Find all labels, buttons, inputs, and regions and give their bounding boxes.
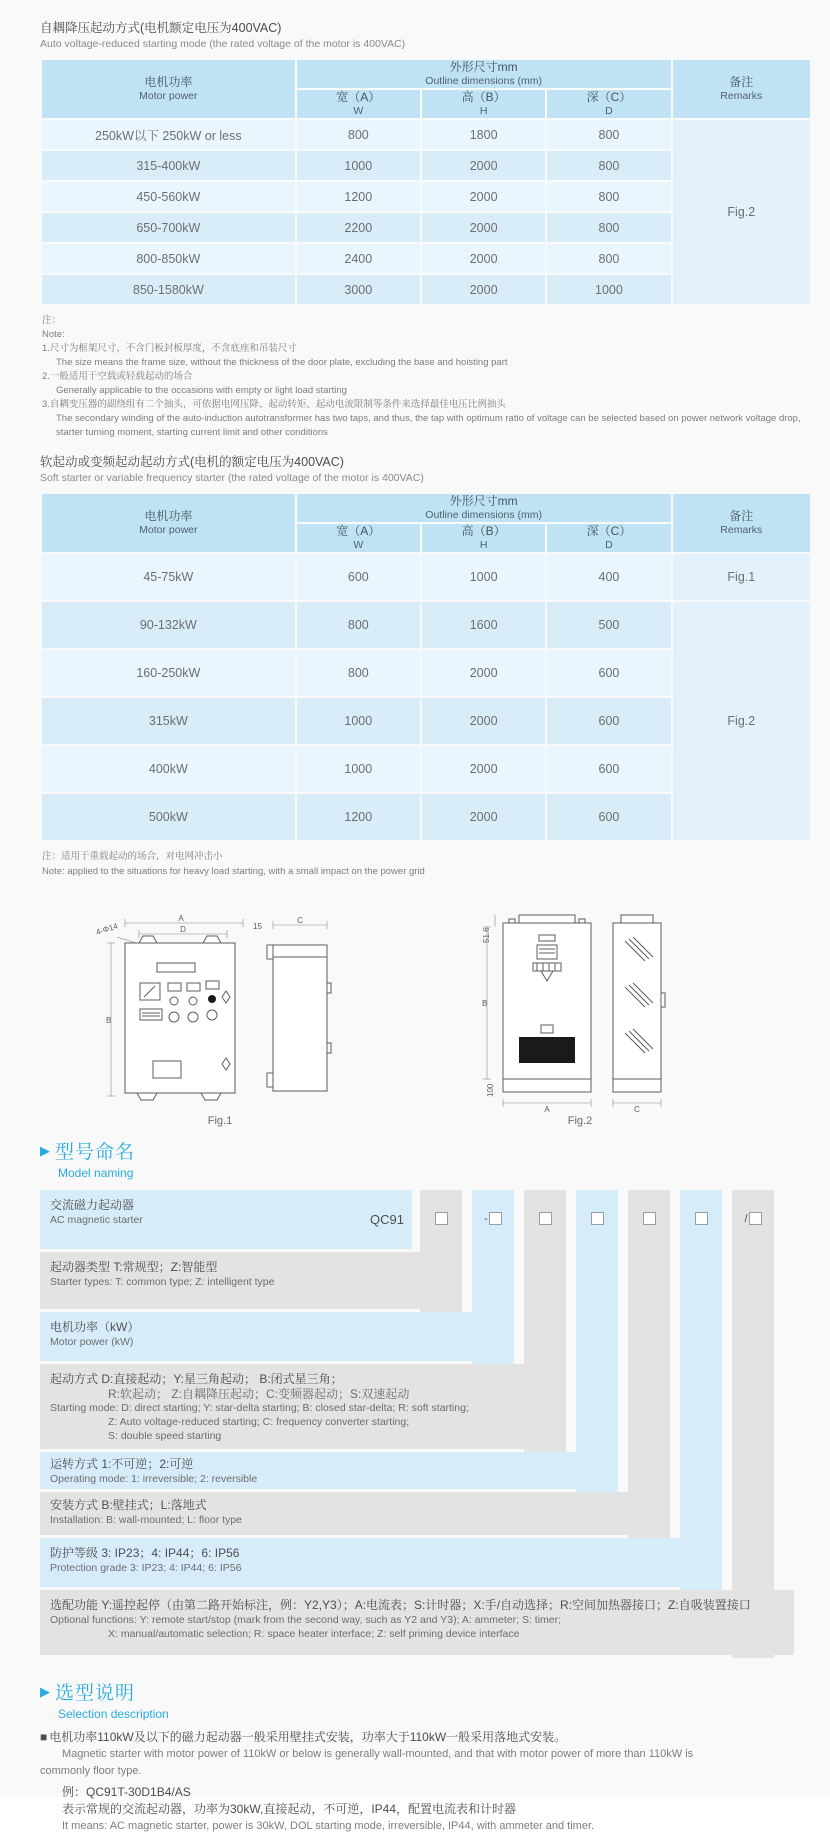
- code-box-square: [539, 1212, 552, 1225]
- header-depth: 深（C） D: [547, 90, 670, 118]
- ladder-row-starter-type: [40, 1252, 794, 1312]
- section1-title-zh: 自耦降压起动方式(电机额定电压为400VAC): [40, 21, 282, 35]
- header-depth: 深（C） D: [547, 524, 670, 552]
- fig1-dim-a: A: [178, 914, 184, 923]
- power-cell: 250kW以下 250kW or less: [42, 120, 295, 149]
- w-cell: 1000: [297, 746, 420, 792]
- ladder-label-en: Motor power (kW): [50, 1336, 134, 1348]
- figures-row: [40, 901, 812, 1127]
- fig1-drawing: [95, 913, 345, 1113]
- note-line: Note: applied to the situations for heavy load starting, with a small impact on the power grid: [42, 865, 425, 877]
- table-row: [42, 602, 810, 648]
- note-line: The secondary winding of the auto-induction autotransformer has two taps, and thus, the tap with optimum ratio of voltage can be selected based on power network voltage drop,: [56, 413, 801, 424]
- code-box: [686, 1212, 716, 1225]
- w-cell: 3000: [297, 275, 420, 304]
- notes-block-2: [42, 850, 812, 879]
- header-outline-dims-en: Outline dimensions (mm): [425, 75, 542, 87]
- ladder-label-zh: 选配功能 Y:遥控起停（由第二路开始标注，例：Y2,Y3）；A:电流表；S:计时器；X:手/自动选择；R:空间加热器接口；Z:自吸装置接口: [50, 1598, 751, 1612]
- ladder-label-en: Optional functions: Y: remote start/stop (mark from the second way, such as Y2 and Y3); A: ammeter; S: timer;: [50, 1614, 562, 1626]
- triangle-bullet-icon: ▶: [40, 1683, 50, 1699]
- h-cell: 1000: [422, 554, 545, 600]
- ladder-row-installation: [40, 1492, 794, 1538]
- fig2-side-handle: [661, 993, 665, 1007]
- code-box: [582, 1212, 612, 1225]
- w-cell: 1200: [297, 794, 420, 840]
- power-cell: 160-250kW: [42, 650, 295, 696]
- selection-p1-en2: commonly floor type.: [40, 1765, 142, 1777]
- d-cell: 600: [547, 650, 670, 696]
- figure-2: [475, 901, 685, 1127]
- h-cell: 2000: [422, 794, 545, 840]
- w-cell: 2200: [297, 213, 420, 242]
- header-width: 宽（A） W: [297, 90, 420, 118]
- d-cell: 600: [547, 794, 670, 840]
- header-motor-power: [42, 60, 295, 118]
- ladder-label-zh: 安装方式 B:壁挂式；L:落地式: [50, 1498, 207, 1512]
- model-naming-title-zh: 型号命名: [55, 1142, 136, 1163]
- fig2-dim-100: 100: [486, 1083, 495, 1097]
- fig1-bracket: [203, 936, 221, 943]
- fig2-dim-516: 51.6: [482, 927, 491, 943]
- fig2-breaker: [537, 945, 557, 959]
- code-box: [426, 1212, 456, 1225]
- selection-p3-zh: 表示常规的交流起动器，功率为30kW,直接起动，不可逆，IP44，配置电流表和计时器: [62, 1802, 517, 1816]
- fig1-side-outline: [273, 945, 327, 1091]
- model-code-prefix: QC91: [370, 1212, 404, 1227]
- header-remarks-zh: 备注: [729, 75, 754, 89]
- selection-example: 例：QC91T-30D1B4/AS: [62, 1785, 191, 1799]
- fig1-lower-panel: [153, 1061, 181, 1078]
- table-row: [42, 120, 810, 149]
- power-cell: 850-1580kW: [42, 275, 295, 304]
- h-cell: 2000: [422, 213, 545, 242]
- fig2-dim-c: C: [634, 1105, 640, 1114]
- code-box-square: [489, 1212, 502, 1225]
- section2-title: [40, 454, 812, 486]
- h-cell: 2000: [422, 151, 545, 180]
- model-naming-ladder: [40, 1190, 794, 1658]
- power-cell: 45-75kW: [42, 554, 295, 600]
- header-motor-power-zh: 电机功率: [144, 75, 193, 89]
- ladder-label-en: Starting mode: D: direct starting; Y: star-delta starting; B: closed star-delta; R: soft starting;: [50, 1402, 469, 1414]
- notes-block-1: [42, 314, 812, 440]
- note-line: Generally applicable to the occasions with empty or light load starting: [56, 385, 347, 396]
- w-cell: 800: [297, 650, 420, 696]
- header-remarks: [673, 60, 810, 118]
- code-box: [530, 1212, 560, 1225]
- w-cell: 1200: [297, 182, 420, 211]
- ladder-label-zh: R:软起动； Z:自耦降压起动；C:变频器起动；S:双速起动: [108, 1387, 410, 1401]
- note-line: The size means the frame size, without the thickness of the door plate, excluding the base and hoisting part: [56, 357, 508, 368]
- fig2-dim-b: B: [482, 999, 488, 1008]
- ladder-label-zh: 电机功率（kW）: [50, 1320, 140, 1334]
- w-cell: 1000: [297, 698, 420, 744]
- w-cell: 800: [297, 120, 420, 149]
- power-cell: 315-400kW: [42, 151, 295, 180]
- power-cell: 800-850kW: [42, 244, 295, 273]
- section1-title: [40, 20, 812, 52]
- h-cell: 2000: [422, 244, 545, 273]
- ladder-row-starting-mode: [40, 1364, 794, 1452]
- model-naming-header: [40, 1137, 812, 1180]
- power-cell: 315kW: [42, 698, 295, 744]
- ladder-label-en: Installation: B: wall-mounted; L: floor type: [50, 1514, 243, 1526]
- header-width: 宽（A） W: [297, 524, 420, 552]
- d-cell: 800: [547, 182, 670, 211]
- d-cell: 800: [547, 151, 670, 180]
- ladder-label-zh: 防护等级 3: IP23；4: IP44；6: IP56: [50, 1546, 240, 1560]
- fig2-vent-black: [519, 1037, 575, 1063]
- fig1-nameplate: [157, 963, 195, 972]
- dimensions-table-1: [40, 58, 812, 306]
- d-cell: 800: [547, 244, 670, 273]
- h-cell: 2000: [422, 275, 545, 304]
- header-motor-power-en: Motor power: [139, 90, 198, 102]
- code-box-square: [695, 1212, 708, 1225]
- note-line: 注：: [42, 315, 62, 326]
- code-box: -: [478, 1212, 508, 1225]
- note-line: 2.一般适用于空载或轻载起动的场合: [42, 371, 193, 382]
- model-naming-title-en: Model naming: [58, 1166, 134, 1180]
- table2-header-row-1: [42, 494, 810, 522]
- fig1-dim-b: B: [106, 1016, 112, 1025]
- dimensions-table-2: [40, 492, 812, 842]
- fig1-dim-d: D: [180, 925, 186, 934]
- d-cell: 800: [547, 213, 670, 242]
- header-height: 高（B） H: [422, 90, 545, 118]
- ladder-label-en: Z: Auto voltage-reduced starting; C: frequency converter starting;: [108, 1416, 410, 1428]
- d-cell: 500: [547, 602, 670, 648]
- power-cell: 650-700kW: [42, 213, 295, 242]
- ladder-label-zh: 起动器类型 T:常规型；Z:智能型: [50, 1260, 218, 1274]
- d-cell: 400: [547, 554, 670, 600]
- fig1-foot: [201, 1093, 221, 1100]
- section2-title-zh: 软起动或变频起动起动方式(电机的额定电压为400VAC): [40, 455, 344, 469]
- selection-p1-en: Magnetic starter with motor power of 110kW or below is generally wall-mounted, and that with motor power of more than 110kW is: [62, 1748, 694, 1760]
- h-cell: 2000: [422, 650, 545, 696]
- fig2-side-base: [613, 1079, 661, 1092]
- table1-header-row-1: [42, 60, 810, 88]
- ladder-label-en: Starter types: T: common type; Z: intelligent type: [50, 1276, 275, 1288]
- header-outline-dims: 外形尺寸mm Outline dimensions (mm): [297, 494, 671, 522]
- ladder-label-en: AC magnetic starter: [50, 1214, 143, 1226]
- w-cell: 600: [297, 554, 420, 600]
- ladder-label-en: S: double speed starting: [108, 1430, 222, 1442]
- fig1-dim-holes: 4-Φ14: [94, 921, 119, 937]
- code-box-square: [643, 1212, 656, 1225]
- fig2-drawing: [475, 901, 685, 1113]
- h-cell: 1800: [422, 120, 545, 149]
- h-cell: 2000: [422, 182, 545, 211]
- header-outline-dims-zh: 外形尺寸mm: [449, 60, 518, 74]
- ladder-row-protection-grade: [40, 1538, 794, 1590]
- selection-p4-en: It means: AC magnetic starter, power is 30kW, DOL starting mode, irreversible, IP44, with ammeter and timer.: [62, 1820, 595, 1832]
- code-box: /: [738, 1212, 768, 1225]
- selection-body: [40, 1729, 812, 1835]
- power-cell: 450-560kW: [42, 182, 295, 211]
- note-line: 3.自耦变压器的副绕组有二个抽头，可依据电网压降、起动转矩、起动电流限制等条件来选择最佳电压比例抽头: [42, 399, 506, 410]
- code-box-square: [591, 1212, 604, 1225]
- selection-p1-zh: ■ 电机功率110kW及以下的磁力起动器一般采用壁挂式安装，功率大于110kW一般采用落地式安装。: [40, 1730, 567, 1744]
- remark-cell: Fig.2: [673, 120, 810, 304]
- h-cell: 2000: [422, 698, 545, 744]
- power-cell: 400kW: [42, 746, 295, 792]
- note-line: 1.尺寸为框架尺寸，不含门板封板厚度，不含底座和吊装尺寸: [42, 343, 297, 354]
- code-box-square: [749, 1212, 762, 1225]
- fig2-small-box: [541, 1025, 553, 1033]
- h-cell: 1600: [422, 602, 545, 648]
- header-motor-power: 电机功率 Motor power: [42, 494, 295, 552]
- figure-1: [95, 913, 345, 1127]
- ladder-label-en: X: manual/automatic selection; R: space heater interface; Z: self priming device interface: [108, 1628, 520, 1640]
- d-cell: 600: [547, 698, 670, 744]
- d-cell: 1000: [547, 275, 670, 304]
- header-height: 高（B） H: [422, 524, 545, 552]
- w-cell: 800: [297, 602, 420, 648]
- selection-title-en: Selection description: [58, 1707, 169, 1721]
- ladder-label-zh: 运转方式 1:不可逆；2:可逆: [50, 1457, 194, 1471]
- ladder-row-product: [40, 1190, 794, 1252]
- fig2-top-channel: [519, 915, 575, 923]
- triangle-bullet-icon: ▶: [40, 1142, 50, 1158]
- note-line: Note:: [42, 329, 65, 340]
- ladder-row-motor-power: [40, 1312, 794, 1364]
- fig2-caption: Fig.2: [567, 1115, 593, 1127]
- selection-header: [40, 1678, 812, 1721]
- fig1-foot: [137, 1093, 157, 1100]
- remark-cell: Fig.2: [673, 602, 810, 840]
- header-remarks: 备注 Remarks: [673, 494, 810, 552]
- ladder-label-en: Operating mode: 1: irreversible; 2: reversible: [50, 1473, 258, 1485]
- d-cell: 800: [547, 120, 670, 149]
- h-cell: 2000: [422, 746, 545, 792]
- note-line: starter turning moment, starting current limit and other conditions: [56, 427, 328, 438]
- code-box-square: [435, 1212, 448, 1225]
- section2-title-en: Soft starter or variable frequency starter (the rated voltage of the motor is 400VAC): [40, 472, 424, 484]
- fig1-caption: Fig.1: [207, 1115, 233, 1127]
- selection-title-zh: 选型说明: [55, 1683, 136, 1704]
- code-box: [634, 1212, 664, 1225]
- power-cell: 500kW: [42, 794, 295, 840]
- section1-title-en: Auto voltage-reduced starting mode (the rated voltage of the motor is 400VAC): [40, 38, 406, 50]
- square-bullet-icon: ■: [40, 1730, 48, 1744]
- ladder-label-zh: 起动方式 D:直接起动；Y:星三角起动； B:闭式星三角；: [50, 1372, 343, 1386]
- header-remarks-en: Remarks: [720, 90, 763, 102]
- w-cell: 1000: [297, 151, 420, 180]
- remark-cell: Fig.1: [673, 554, 810, 600]
- table-row: [42, 554, 810, 600]
- fig2-base: [503, 1079, 591, 1092]
- note-line: 注：适用于重载起动的场合，对电网冲击小: [42, 851, 223, 862]
- header-outline-dims: [297, 60, 671, 88]
- ladder-label-zh: 交流磁力起动器: [50, 1198, 135, 1212]
- ladder-label-en: Protection grade 3: IP23; 4: IP44; 6: IP56: [50, 1562, 242, 1574]
- fig1-bracket: [139, 936, 157, 943]
- ladder-row-optional-functions: [40, 1590, 794, 1658]
- d-cell: 600: [547, 746, 670, 792]
- fig2-dim-a: A: [544, 1105, 550, 1114]
- fig1-dim-c: C: [297, 916, 303, 925]
- ladder-row-operating-mode: [40, 1452, 794, 1492]
- w-cell: 2400: [297, 244, 420, 273]
- fig1-dim-15: 15: [253, 922, 262, 931]
- power-cell: 90-132kW: [42, 602, 295, 648]
